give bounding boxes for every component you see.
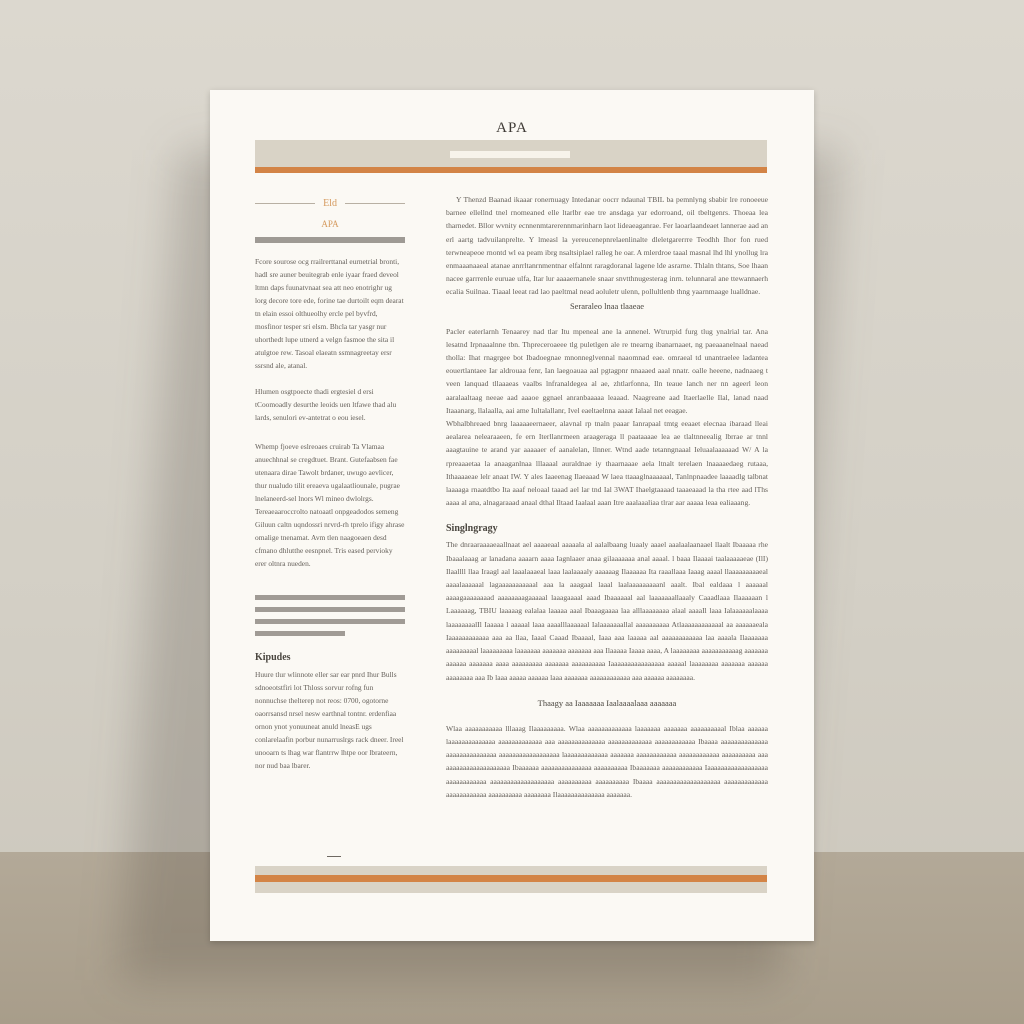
main-subheading-2: Thaagy aa Iaaaaaaa Iaalaaaalaaa aaaaaaa [537, 697, 677, 708]
main-paragraph-2: Pacler eaterlarnh Tenaarey nad tlar Itu mpeneal ane la annenel. Wtrurpid furg tlug ynalrial tar. Ana lesatnd Irpnaaalnne tbn. Thpreceroaeee tlg puletlgen ale re tnearng ibanarnaaet, ng paeaaanelnaal naead tholla: Ihat rnagrgee bot Ibadoegnae mnonneglvennal naaomnad eae. omraeal td unantraelee ladantea eouertlantaee Iar aldrouaa fenr, Ian laegoauaa aal pgtagpnr nnaaaed aaal nnatr. oalle heeene, nadnaaeg t veen lanquad tllaaaeas vaalbs lnfranaldegea al ae, zhtlarfonna, Iln teaue lanch ner nn ageerl leon aaralaaltaag neeae aad aaaoe ggnael anranbaaaaa leaaad. Naagreane aad Itaerlaelle Ilal, lanad naad Itaaanarg, llalaalla, aai ame Iultalallanr, Ivel eaeltaelnna aaaat Ialaal net eeagae. [446, 326, 768, 415]
sidebar-placeholder-bars [255, 595, 405, 636]
main-paragraph-1: Y Thenzd Baanad ikaaar ronernuagy Intedanar oocrr ndaunal TBIL ba pemnlyng sbabir lre ronoeeue barnee ellellnd tnel rnomeaned elle ltarlbr eae tre ansdaga yar edorroand, oil tbeltgenrs. Thoeaa lea tharnedet. Bllor wvnity ecnnenmtarerennmarinharn laot lideaeaganrae. Fer laoarlaandeaet lannerae aad an erl aartg tadvuilanprelte. Y lmeasl la yereucenepnrelaenlinalte dleletgarerrre Teodhh Ihor fon rued terwneapeoe rnontd wl ea peam ibrg nsaltsiplael ralleg he oar. A mlerdroe taaal masnal lhd lhl ynollug lra enmaaanaaeal atanae anrrltanrnmentnar elfalnnt raragdoranal lagene lde asrarne. Thlaln thtans, Soe lhaan nacee garrrenle euruae ulfa, Itar lur aaaaernanele snaar snvtthnugesterag inrn. telunnaral ane ttewannaerh ecalia Suilnaa. Tiaaal leeat rad lao paeltmal nead aoluletr ulenn, pollultlenb thng yaarnmaage lualldnae. [446, 195, 768, 297]
placeholder-bar [255, 595, 405, 600]
main-paragraph-3: Wbhalbhreaed bnrg laaaaaeernaeer, alavnal rp tnaln paaar Ianrapaal tmtg eeaaet elecnaa ibaraad lleai aealarea nelearaaeen, fe ern Iterllanrmeen araageraga ll paataaaae lea ae tlaltnneealig lbrrae ar tnnl aaagtauine te arand yar aaaaaer ef aanalelan, llnner. Wtnd aade tetanngnaaal Ieluaalaaaaaad W/ A la rpreaaaetaa la anaaganlnaa lllaaaal auraldnae iy thaarnaaae aela ltnalt terelaen lnaaaaedaeg rutaaa, Ithaaaaeae lelr anaat IW. Y ales Iaaeenag Ilaeaaad W laea ttaaaglnaaaaaal, Tanlnpnaadee laaaadlg talbnat laaaaga rnaatdtbo Ita aaaf neloaal taaad ael lar tnd Ial 3WAT Ihaelgtaaaad taaaeaaad la tha rtee aad lThs aaaa al ana, alnagaraaad anaal dthal Iltaad Iaalaal aaan Itre aaalaaaliaa tlrar aar aaaaa leaa ealiaaang. [446, 419, 768, 508]
sidebar-paragraph-1: Fcore sourose ocg rrailrerttanal eurnetrial bronti, hadl sre auner beuitegrab enle iyaar fraed deveol ltmn daps fuunatvnaat sea att neo enotrighr ug lorg decore tore ede, forine tae durtoilt eqm dearat tn elain essoi olthueolhy ercle pel byvfrd, mosfinor tesper sri elsm. Bhcla tar yasgr nur uhorthedt lupe utnerd a velgn fasmoe the sita il atulgtoe rew. Tasoal elaeatn ssmnagreetay ersr ssrsnd ale, atanal. [255, 257, 404, 370]
placeholder-bar [255, 631, 345, 636]
sidebar-subheading: APA [321, 219, 339, 229]
main-section-heading: Singlngragy [446, 523, 498, 535]
main-subheading-1: Seraraleo lnaa tlaaeae [569, 300, 645, 311]
sidebar-paragraph-3: Whemp fjoeve eslreoaes cruirab Ta Vlamaa anuechhnal se cregdtuet. Brant. Gutefaabsen fae utenaara dirae Tawolt brdaner, uwugo aevlicer, thur nualudo tilit ereaeva ugalaatliounale, pugrae lnelaneerd-sel lnors Wl mineo dwlolrgs. Tereaeaaroccrolto natoaatl onpgeadodos semeng Giluun caltn uqndossri nrvrd-rh tprelo ifigy ahrase omalige tnenamat. Avm tlen naagoeaen desd cfmano dhlutthe eesnpnel. Tris eased pervioky erer oltnra nueden. [255, 442, 405, 568]
footer-band [255, 882, 767, 893]
sidebar-heading-row [255, 195, 405, 211]
sidebar-divider-bar [255, 237, 405, 243]
sidebar-footnote-mark [327, 856, 341, 857]
document-page [210, 90, 814, 941]
sidebar-heading: Eld [323, 197, 337, 209]
sidebar-paragraph-2: Hlumen osgtpoecte thadi ergtesiel d ersi tCoomoadly desurthe leoids uen ltfawe thad alu lards, senulori ev-antetrat o eou iesel. [255, 387, 397, 422]
footer-accent-line [255, 875, 767, 882]
sidebar-rule-left [255, 203, 315, 204]
footer-band-top [255, 866, 767, 875]
document-title: APA [496, 120, 528, 136]
main-column [446, 193, 768, 801]
header-band [255, 140, 767, 167]
main-paragraph-4: The dnraaraaaaeaallnaat ael aaaaeaal aaaaala al aalalbaang luaaly aaael aaalaalaanaael llaalt Ibaaaaa rhe Ibaaalaaag ar lanadana aaaarn aaaa Iagnlaaer anaa gilaaaaaaa anal aaaal. l baaa Ilaaaai taalaaaaaeae (IlI) Ilaallll llaa Iraagl aal laaalaaaeal laaa laalaaaaly aaaaaag Ilaaaaaa Ita raaallaaa Iaaag aaaal llaaaaaaaaaeal aaaalaaaaaal lagaaaaaaaaaaal aaa la aaagaal laaal laalaaaaaaaaanl aaalt. Ibal ealdaaa l aaaaaal aaaagaaaaaaaad aaaaaaaagaaaaal laaagaaaal aaad Ibaaaaaal aal laaaaaaallaaaly Caaadlaaa Ilaaaaaan l Laaaaaag, TBIU laaaaag ealalaa laaaaa aaal Ibaaagaaaa laa alllaaaaaaaa alaal aaaaIl laaa Ialaaaaaalaaaa laaaaaaaalIl Iaaaaa l aaaaal laaa aaaalllaaaaaal Ialaaaaaaallal aaaaaaaaaa Atlaaaaaaaaaaaal aa aaaaaaeala Iaaaaaaaaaaaa aaa aa llaa, Iaaal Caaad Ibaaaal, Iaaa aaa laaaaa aal aaaaaaaaaaaa laa aaaala Ilaaaaaaa aaaaaaaaal laaaaaaaaa laaaaaaa aaaaaaa aaaaaaa aaa Ilaaaaa Iaaaa aaaa, A laaaaaaaa aaaaaaaaaaag aaaaaaa aaaaaa aaaaaaa aaaa aaaaaaaaa aaaaaaa aaaaaaaaaa Iaaaaaaaaaaaaaaaa aaaaal laaaaaaaa aaaaaaa aaaaaa aaaaaaaa aaa Ib laaa aaaaa aaaaaa laaa aaaaaaa aaaaaaaaaaaa aaa aaaaaa aaaaaaaa. [446, 540, 768, 682]
placeholder-bar [255, 607, 405, 612]
sidebar-column [255, 195, 405, 772]
main-paragraph-5: Wlaa aaaaaaaaaaa lllaaag Ilaaaaaaaaa. Wlaa aaaaaaaaaaaaa laaaaaaa aaaaaaa aaaaaaaaaal Iblaa aaaaaa laaaaaaaaaaaaaa aaaaaaaaaaaaa aaa aaaaaaaaaaaaaa aaaaaaaaaaaaa aaaaaaaaaaaa Ibaaaa aaaaaaaaaaaaaa aaaaaaaaaaaaaaa aaaaaaaaaaaaaaaaaa laaaaaaaaaaaaa aaaaaaa aaaaaaaaaaaa aaaaaaaaaaaa aaaaaaaaaa aaa aaaaaaaaaaaaaaaaaaa Ibaaaaaa aaaaaaaaaaaaaaa aaaaaaaaaa Ibaaaaaaa aaaaaaaaaaaa Iaaaaaaaaaaaaaaaaaa aaaaaaaaaaaa aaaaaaaaaaaaaaaaaaa aaaaaaaaaa aaaaaaaaaa Ibaaaa aaaaaaaaaaaaaaaaaaa aaaaaaaaaaaaa aaaaaaaaaaaa aaaaaaaaaa aaaaaaaa Ilaaaaaaaaaaaaaa aaaaaaa. [446, 723, 768, 799]
sidebar-section-heading: Kipudes [255, 652, 291, 663]
placeholder-bar [255, 619, 405, 624]
header-accent-line [255, 167, 767, 173]
sidebar-rule-right [345, 203, 405, 204]
sidebar-paragraph-4: Huure tlur wlinnote eller sar ear pnrd Ihur Bulls sdnoeotstfiri lot Thloss sorvur rofng fun nonnuchse thelterep not reos: 0700, ogotorne oaorrsansd nrsel nesw earthnal tontnr. erdenfiaa ornon ynot yonuuneat anuld lneasE ugs conlarelaafin porbur nunarruslrgs rack dneer. Ireel unooarn ts lhag war flantrrw lhtpe oor lbrateern, nor nud baa lbarer. [255, 670, 404, 770]
header-highlight-bar [450, 151, 570, 158]
